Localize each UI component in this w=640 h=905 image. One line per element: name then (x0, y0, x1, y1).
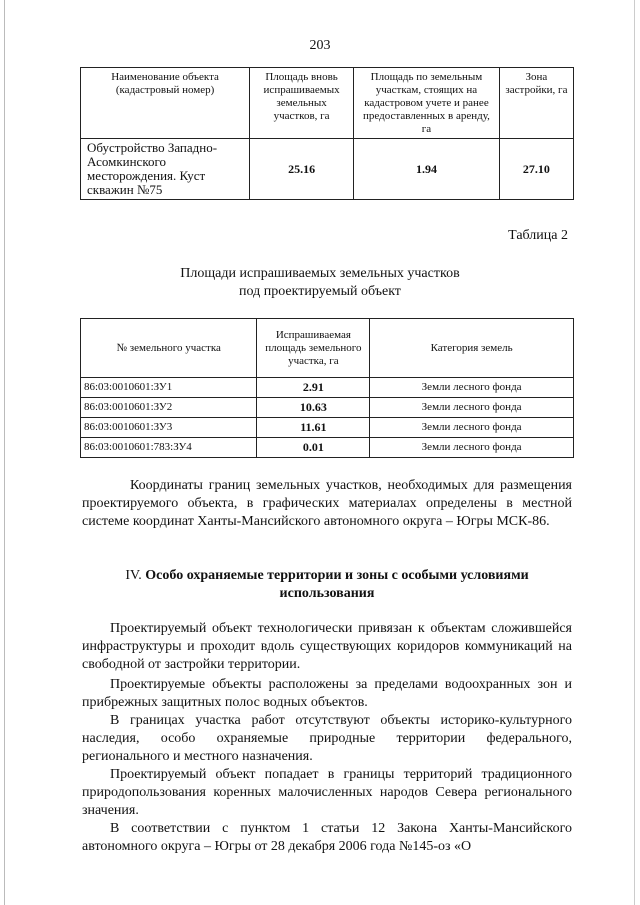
paragraph-3: В границах участка работ отсутствуют объекты историко-культурного наследия, особо охраняемые природные территории федерального, регионального и местного назначения. (82, 713, 572, 764)
table-row (81, 378, 574, 398)
header-land-category: Категория земель (370, 319, 574, 378)
cell-new-area: 25.16 (250, 139, 354, 200)
cell-parcel: 86:03:0010601:ЗУ3 (81, 418, 257, 438)
table-row (81, 139, 574, 200)
section-number: IV. (125, 568, 142, 583)
section-title: Особо охраняемые территории и зоны с особыми условиями использования (145, 568, 529, 601)
cell-area: 0.01 (257, 438, 370, 458)
table-land-summary (80, 67, 574, 200)
header-new-area: Площадь вновь испрашиваемых земельных участков, га (250, 68, 354, 139)
table-title-line-2: под проектируемый объект (239, 284, 401, 299)
cell-category: Земли лесного фонда (370, 438, 574, 458)
header-object-name: Наименование объекта (кадастровый номер) (81, 68, 250, 139)
paragraph-5: В соответствии с пунктом 1 статьи 12 Закона Ханты-Мансийского автономного округа – Югры от 28 декабря 2006 года №145-оз «О (82, 821, 572, 854)
cell-area: 11.61 (257, 418, 370, 438)
cell-parcel: 86:03:0010601:ЗУ2 (81, 398, 257, 418)
table-row (81, 398, 574, 418)
cell-object-name: Обустройство Западно-Асомкинского месторождения. Куст скважин №75 (81, 139, 250, 200)
paragraph-1: Проектируемый объект технологически привязан к объектам сложившейся инфраструктуры и проходит вдоль существующих коридоров коммуникаций на свободной от застройки территории. (82, 621, 572, 672)
scan-edge-left (4, 0, 5, 905)
paragraph-2: Проектируемые объекты расположены за пределами водоохранных зон и прибрежных защитных полос водных объектов. (82, 677, 572, 710)
table-title-line-1: Площади испрашиваемых земельных участков (180, 266, 460, 281)
table-title (0, 265, 640, 301)
header-requested-area: Испрашиваемая площадь земельного участка, га (257, 319, 370, 378)
cell-area: 2.91 (257, 378, 370, 398)
page-number: 203 (309, 38, 331, 53)
header-registered-area: Площадь по земельным участкам, стоящих на кадастровом учете и ранее предоставленных в аренду, га (354, 68, 500, 139)
paragraph-4: Проектируемый объект попадает в границы территорий традиционного природопользования коренных малочисленных народов Севера регионального значения. (82, 767, 572, 818)
table-label: Таблица 2 (508, 228, 568, 243)
cell-registered-area: 1.94 (354, 139, 500, 200)
table-parcels (80, 318, 574, 458)
cell-category: Земли лесного фонда (370, 378, 574, 398)
coords-paragraph: Координаты границ земельных участков, необходимых для размещения проектируемого объекта, в графических материалах определены в местной системе координат Ханты-Мансийского автономного округа – Югры МСК-86. (82, 478, 572, 529)
cell-parcel: 86:03:0010601:ЗУ1 (81, 378, 257, 398)
cell-zone: 27.10 (499, 139, 573, 200)
header-parcel-number: № земельного участка (81, 319, 257, 378)
table-header-row (81, 68, 574, 139)
cell-parcel: 86:03:0010601:783:ЗУ4 (81, 438, 257, 458)
section-heading (82, 567, 572, 603)
table-row (81, 418, 574, 438)
cell-category: Земли лесного фонда (370, 398, 574, 418)
cell-category: Земли лесного фонда (370, 418, 574, 438)
table-row (81, 438, 574, 458)
header-zone: Зона застройки, га (499, 68, 573, 139)
table-header-row (81, 319, 574, 378)
scan-edge-right (634, 0, 635, 905)
cell-area: 10.63 (257, 398, 370, 418)
